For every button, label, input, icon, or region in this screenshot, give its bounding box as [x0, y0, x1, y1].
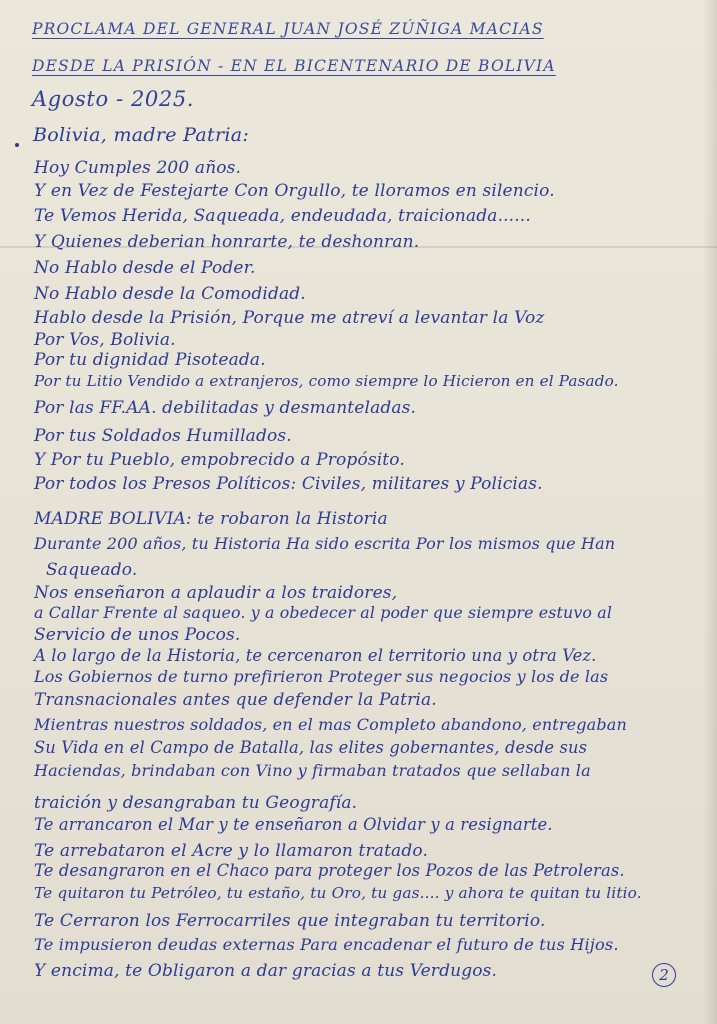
paper-edge-shadow	[703, 0, 717, 1024]
letter-line: a Callar Frente al saqueo. y a obedecer al poder que siempre estuvo al	[34, 603, 613, 622]
letter-line: Y Quienes deberian honrarte, te deshonran.	[34, 232, 420, 252]
letter-line: Los Gobiernos de turno prefirieron Proteger sus negocios y los de las	[34, 667, 609, 686]
letter-line: Por tus Soldados Humillados.	[34, 426, 292, 446]
letter-title-line-1: PROCLAMA DEL GENERAL JUAN JOSÉ ZÚÑIGA MACIAS	[32, 20, 544, 38]
letter-line: Te desangraron en el Chaco para proteger los Pozos de las Petroleras.	[34, 861, 625, 880]
letter-line: Saqueado.	[46, 560, 138, 580]
page-number: 2	[652, 963, 676, 987]
letter-line: Por tu Litio Vendido a extranjeros, como siempre lo Hicieron en el Pasado.	[34, 372, 619, 390]
letter-line: Su Vida en el Campo de Batalla, las elites gobernantes, desde sus	[34, 738, 588, 757]
letter-line: Transnacionales antes que defender la Patria.	[34, 690, 437, 710]
letter-line: No Hablo desde la Comodidad.	[34, 284, 306, 304]
letter-line: Y encima, te Obligaron a dar gracias a tus Verdugos.	[34, 961, 498, 981]
letter-title-line-2: DESDE LA PRISIÓN - EN EL BICENTENARIO DE BOLIVIA	[32, 57, 556, 75]
letter-line: Servicio de unos Pocos.	[34, 625, 241, 645]
letter-salutation: Bolivia, madre Patria:	[33, 124, 250, 146]
letter-line: Durante 200 años, tu Historia Ha sido escrita Por los mismos que Han	[34, 534, 616, 553]
letter-line: Te arrancaron el Mar y te enseñaron a Olvidar y a resignarte.	[34, 815, 553, 834]
letter-line: Te quitaron tu Petróleo, tu estaño, tu Oro, tu gas.... y ahora te quitan tu litio.	[34, 884, 642, 902]
letter-line: Haciendas, brindaban con Vino y firmaban tratados que sellaban la	[34, 761, 591, 780]
letter-line: Te impusieron deudas externas Para encadenar el futuro de tus Hijos.	[34, 935, 619, 954]
letter-line: Por las FF.AA. debilitadas y desmanteladas.	[34, 398, 417, 418]
letter-line: traición y desangraban tu Geografía.	[34, 793, 358, 813]
letter-line: Nos enseñaron a aplaudir a los traidores,	[34, 583, 398, 603]
letter-line: Hablo desde la Prisión, Porque me atreví a levantar la Voz	[34, 308, 545, 328]
letter-line: Por Vos, Bolivia.	[34, 330, 176, 350]
letter-line: Te Cerraron los Ferrocarriles que integraban tu territorio.	[34, 911, 546, 931]
letter-line: Te arrebataron el Acre y lo llamaron tratado.	[34, 841, 429, 861]
letter-line: Y en Vez de Festejarte Con Orgullo, te lloramos en silencio.	[34, 181, 555, 201]
letter-line: Y Por tu Pueblo, empobrecido a Propósito.	[34, 450, 405, 470]
letter-line: Por todos los Presos Políticos: Civiles, militares y Policias.	[34, 474, 543, 494]
letter-line: Te Vemos Herida, Saqueada, endeudada, traicionada......	[34, 206, 531, 226]
letter-line: No Hablo desde el Poder.	[34, 258, 256, 278]
letter-line: MADRE BOLIVIA: te robaron la Historia	[34, 509, 388, 529]
letter-line: Mientras nuestros soldados, en el mas Completo abandono, entregaban	[34, 715, 627, 734]
margin-dot	[15, 143, 19, 147]
letter-line: Por tu dignidad Pisoteada.	[34, 350, 266, 370]
letter-line: Hoy Cumples 200 años.	[34, 158, 242, 178]
letter-date: Agosto - 2025.	[32, 87, 195, 111]
letter-line: A lo largo de la Historia, te cercenaron el territorio una y otra Vez.	[34, 646, 597, 665]
